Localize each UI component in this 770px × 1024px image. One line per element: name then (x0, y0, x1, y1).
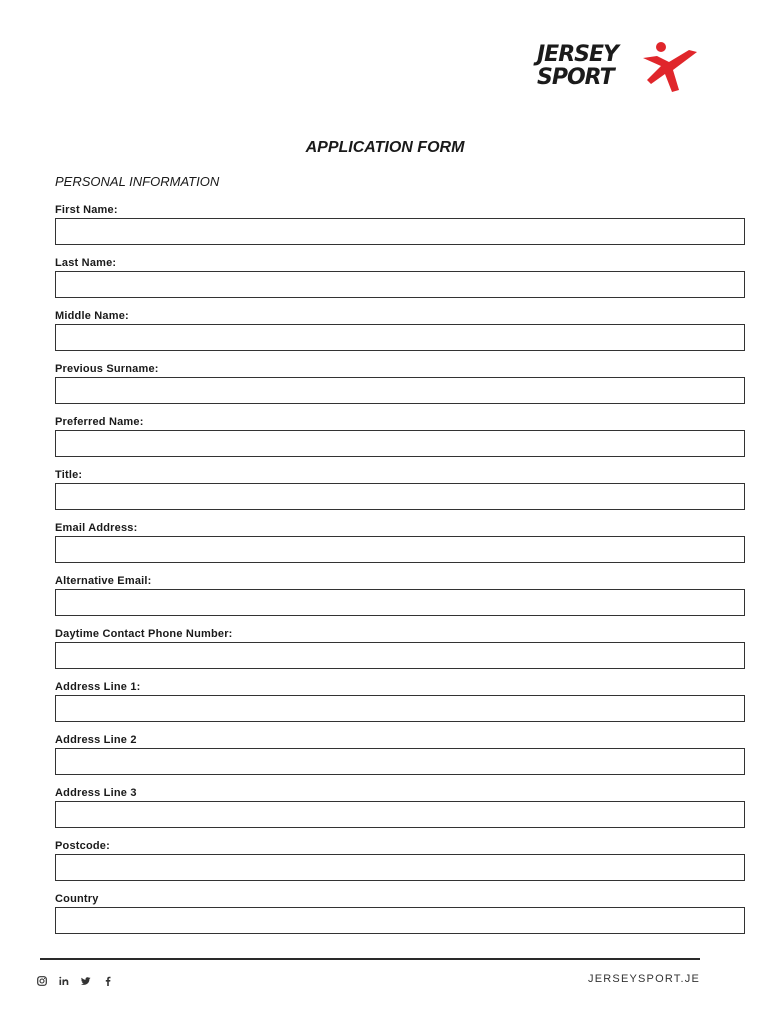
phone-input[interactable] (55, 642, 745, 669)
field-title (55, 469, 747, 522)
email-input[interactable] (55, 536, 745, 563)
field-label: Address Line 1: (55, 681, 141, 693)
country-input[interactable] (55, 907, 745, 934)
address-line-1-input[interactable] (55, 695, 745, 722)
postcode-input[interactable] (55, 854, 745, 881)
linkedin-icon[interactable] (59, 973, 69, 983)
field-label: Last Name: (55, 257, 117, 269)
address-line-2-input[interactable] (55, 748, 745, 775)
field-email (55, 522, 747, 575)
website-link[interactable]: JERSEYSPORT.JE (588, 973, 700, 985)
footer-divider (40, 958, 700, 960)
field-previous-surname (55, 363, 747, 416)
field-address-line-1 (55, 681, 747, 734)
field-middle-name (55, 310, 747, 363)
instagram-icon[interactable] (37, 973, 47, 983)
title-input[interactable] (55, 483, 745, 510)
logo-line2: SPORT (537, 65, 614, 90)
field-label: Daytime Contact Phone Number: (55, 628, 233, 640)
field-label: Country (55, 893, 99, 905)
logo-figure-icon (639, 40, 701, 96)
facebook-icon[interactable] (103, 973, 113, 983)
field-phone (55, 628, 747, 681)
field-label: Middle Name: (55, 310, 129, 322)
previous-surname-input[interactable] (55, 377, 745, 404)
field-label: Postcode: (55, 840, 110, 852)
alternative-email-input[interactable] (55, 589, 745, 616)
field-country (55, 893, 747, 946)
field-postcode (55, 840, 747, 893)
jersey-sport-logo (537, 40, 699, 96)
field-first-name (55, 204, 747, 257)
field-label: Previous Surname: (55, 363, 159, 375)
field-last-name (55, 257, 747, 310)
address-line-3-input[interactable] (55, 801, 745, 828)
logo-line1: JERSEY (537, 42, 618, 67)
last-name-input[interactable] (55, 271, 745, 298)
middle-name-input[interactable] (55, 324, 745, 351)
preferred-name-input[interactable] (55, 430, 745, 457)
field-label: First Name: (55, 204, 118, 216)
first-name-input[interactable] (55, 218, 745, 245)
twitter-icon[interactable] (81, 973, 91, 983)
field-address-line-3 (55, 787, 747, 840)
field-address-line-2 (55, 734, 747, 787)
field-label: Address Line 3 (55, 787, 137, 799)
social-links (37, 973, 113, 983)
section-title: PERSONAL INFORMATION (55, 174, 220, 189)
field-label: Address Line 2 (55, 734, 137, 746)
field-label: Email Address: (55, 522, 138, 534)
field-alternative-email (55, 575, 747, 628)
form-title: APPLICATION FORM (305, 139, 465, 156)
field-label: Title: (55, 469, 83, 481)
field-preferred-name (55, 416, 747, 469)
personal-info-fields (55, 204, 747, 946)
field-label: Alternative Email: (55, 575, 152, 587)
field-label: Preferred Name: (55, 416, 144, 428)
